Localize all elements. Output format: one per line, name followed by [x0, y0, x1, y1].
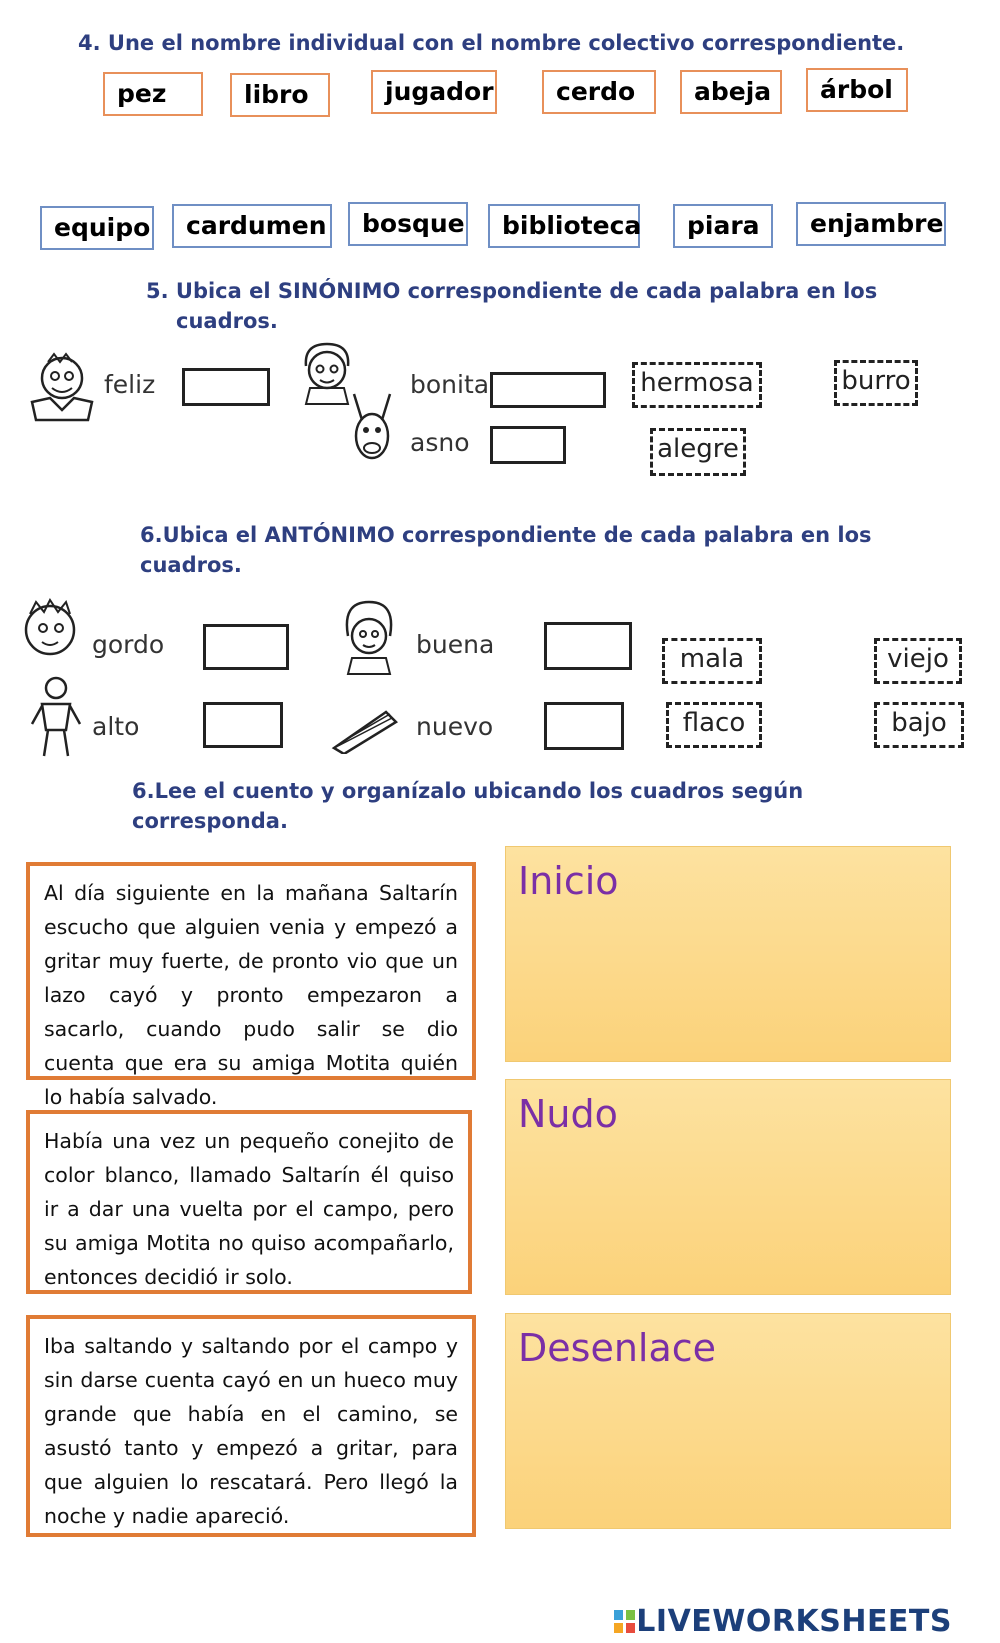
story-card-2[interactable]: Había una vez un pequeño conejito de color blanco, llamado Saltarín él quiso ir a dar una vuelta por el campo, pero su amiga Motita no quiso acompañarlo, entonces decidió ir solo.: [26, 1110, 472, 1294]
synonym-answer-box-bonita[interactable]: [490, 372, 606, 408]
donkey-cartoon-icon: [344, 390, 400, 470]
section-7-heading-line2: corresponda.: [132, 809, 288, 833]
section-5-heading-line1: 5. Ubica el SINÓNIMO correspondiente de cada palabra en los: [146, 279, 878, 303]
section-6-heading-line1: 6.Ubica el ANTÓNIMO correspondiente de cada palabra en los: [140, 523, 872, 547]
antonym-word-gordo: gordo: [92, 630, 165, 659]
antonym-answer-box-gordo[interactable]: [203, 624, 289, 670]
zone-label-nudo: Nudo: [518, 1092, 618, 1136]
section-5-heading-line2: cuadros.: [176, 309, 278, 333]
individual-word-arbol[interactable]: árbol: [806, 68, 908, 112]
zone-label-inicio: Inicio: [518, 859, 619, 903]
antonym-option-bajo[interactable]: bajo: [874, 702, 964, 748]
antonym-word-alto: alto: [92, 712, 140, 741]
zone-label-desenlace: Desenlace: [518, 1326, 717, 1370]
logo-grid-icon: [614, 1610, 636, 1634]
antonym-option-viejo[interactable]: viejo: [874, 638, 962, 684]
collective-word-piara[interactable]: piara: [673, 204, 773, 248]
logo-text: LIVEWORKSHEETS: [636, 1604, 952, 1639]
individual-word-pez[interactable]: pez: [103, 72, 203, 116]
antonym-option-mala[interactable]: mala: [662, 638, 762, 684]
tall-boy-cartoon-icon: [28, 674, 84, 758]
antonym-option-flaco[interactable]: flaco: [666, 702, 762, 748]
collective-word-bosque[interactable]: bosque: [348, 202, 468, 246]
synonym-option-alegre[interactable]: alegre: [650, 428, 746, 476]
synonym-answer-box-asno[interactable]: [490, 426, 566, 464]
synonym-option-hermosa[interactable]: hermosa: [632, 362, 762, 408]
liveworksheets-logo: [614, 1604, 952, 1639]
fat-boy-cartoon-icon: [14, 596, 84, 672]
antonym-answer-box-buena[interactable]: [544, 622, 632, 670]
section-7-heading: [132, 776, 803, 836]
story-card-1[interactable]: Al día siguiente en la mañana Saltarín escucho que alguien venia y empezó a gritar muy fuerte, de pronto vio que un lazo cayó y pronto empezaron a sacarlo, cuando pudo salir se dio cuenta que era su amiga Motita quién lo había salvado.: [26, 862, 476, 1080]
story-card-3[interactable]: Iba saltando y saltando por el campo y sin darse cuenta cayó en un hueco muy grande que había en el camino, se asustó tanto y empezó a gritar, para que alguien lo rescatará. Pero llegó la noche y nadie apareció.: [26, 1315, 476, 1537]
pencil-cartoon-icon: [328, 704, 402, 754]
boy-cartoon-icon: [22, 350, 102, 425]
synonym-answer-box-feliz[interactable]: [182, 368, 270, 406]
section-5-heading: [146, 276, 877, 336]
section-7-heading-line1: 6.Lee el cuento y organízalo ubicando los cuadros según: [132, 779, 804, 803]
individual-word-libro[interactable]: libro: [230, 73, 330, 117]
collective-word-enjambre[interactable]: enjambre: [796, 202, 946, 246]
antonym-word-buena: buena: [416, 630, 495, 659]
section-6-heading-line2: cuadros.: [140, 553, 242, 577]
section-6-heading: [140, 520, 872, 580]
individual-word-jugador[interactable]: jugador: [371, 70, 497, 114]
collective-word-biblioteca[interactable]: biblioteca: [488, 204, 640, 248]
synonym-word-bonita: bonita: [410, 370, 490, 399]
section-4-heading: 4. Une el nombre individual con el nombre colectivo correspondiente.: [78, 31, 905, 55]
drop-zone-nudo[interactable]: [505, 1079, 951, 1295]
collective-word-equipo[interactable]: equipo: [40, 206, 154, 250]
individual-word-abeja[interactable]: abeja: [680, 70, 782, 114]
antonym-answer-box-nuevo[interactable]: [544, 702, 624, 750]
collective-word-cardumen[interactable]: cardumen: [172, 204, 332, 248]
antonym-word-nuevo: nuevo: [416, 712, 494, 741]
drop-zone-inicio[interactable]: [505, 846, 951, 1062]
drop-zone-desenlace[interactable]: [505, 1313, 951, 1529]
individual-word-cerdo[interactable]: cerdo: [542, 70, 656, 114]
synonym-word-asno: asno: [410, 428, 470, 457]
woman-cartoon-icon: [334, 596, 404, 676]
synonym-word-feliz: feliz: [104, 370, 156, 399]
synonym-option-burro[interactable]: burro: [834, 360, 918, 406]
antonym-answer-box-alto[interactable]: [203, 702, 283, 748]
